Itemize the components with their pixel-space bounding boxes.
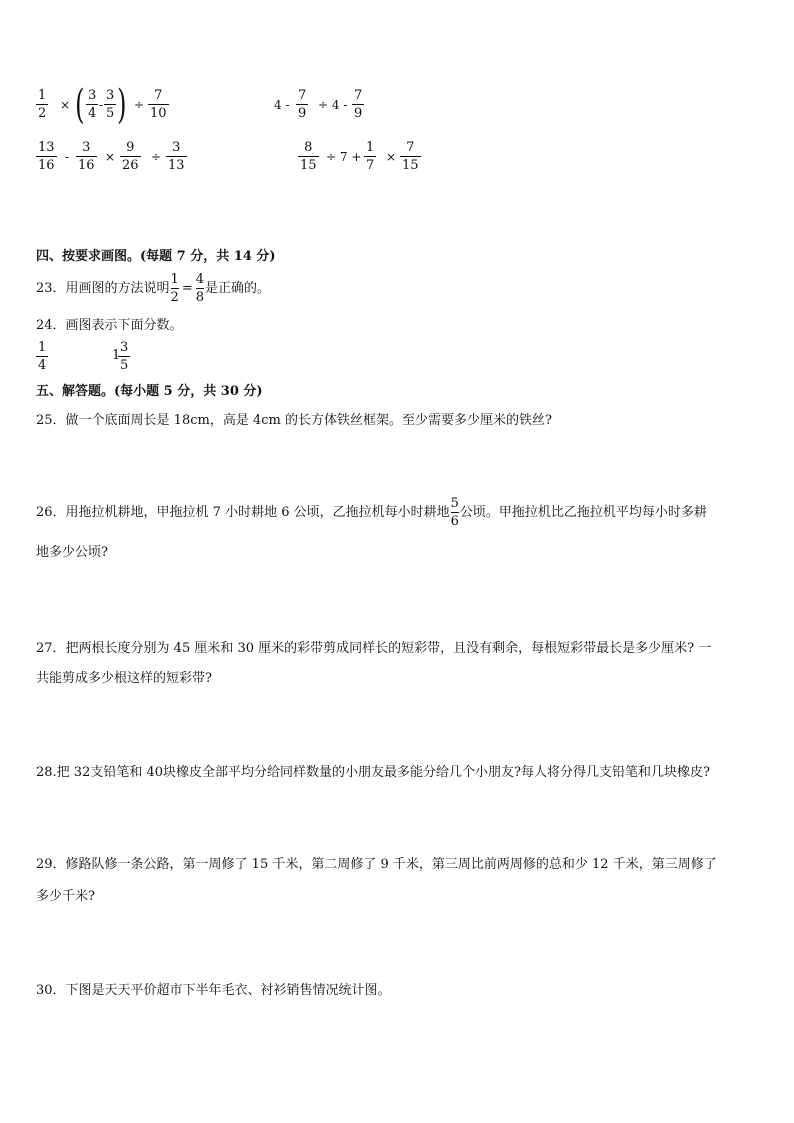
expr3-op-minus: -: [65, 150, 70, 164]
question-26: 26．用拖拉机耕地，甲拖拉机 7 小时耕地 6 公顷，乙拖拉机每小时耕地 $\frac{5}{6}$ 公顷。甲拖拉机比乙拖拉机平均每小时多耕: [36, 496, 707, 529]
expr4-mid: ÷ 7 +: [326, 150, 362, 164]
q24-frac-quarter: 1 4: [38, 340, 47, 373]
expr1-frac-d: 7 10: [150, 88, 167, 121]
q23-frac-2: $\frac{4}{8}$: [195, 272, 205, 305]
question-28: 28.把 32支铅笔和 40块橡皮全部平均分给同样数量的小朋友最多能分给几个小朋友?每人将分得几支铅笔和几块橡皮?: [36, 765, 710, 780]
q24-mixed-frac: 3 5: [120, 340, 129, 373]
expr1-frac-b: 3 4: [88, 88, 97, 121]
q23-frac-1: $\frac{1}{2}$: [170, 272, 179, 305]
expr1-frac-c: 3 5: [106, 88, 115, 121]
question-29-line2: 多少千米?: [36, 889, 95, 904]
expr4-frac-c: 7 15: [402, 140, 419, 173]
expr3-frac-d: 3 13: [168, 140, 185, 173]
expr3-frac-a: 13 16: [38, 140, 55, 173]
q26-frac: $\frac{5}{6}$: [450, 496, 459, 529]
expr1-paren-open: (: [75, 82, 85, 128]
section4-heading: 四、按要求画图。(每题 7 分，共 14 分): [36, 249, 276, 264]
section5-heading: 五、解答题。(每小题 5 分，共 30 分): [36, 384, 263, 399]
q24-mixed-whole: 1: [112, 348, 121, 363]
expr4-frac-a: 8 15: [300, 140, 317, 173]
expr1-op-divide: ÷: [134, 98, 145, 112]
expr2-frac-b: 7 9: [354, 88, 363, 121]
question-25: 25．做一个底面周长是 18cm，高是 4cm 的长方体铁丝框架。至少需要多少厘米的铁丝?: [36, 413, 552, 428]
expr1-op-multiply: ×: [60, 98, 71, 112]
expr3-frac-c: 9 26: [122, 140, 139, 173]
expr3-op-divide: ÷: [151, 150, 162, 164]
question-24: 24．画图表示下面分数。: [36, 318, 183, 333]
expr4-op-multiply: ×: [386, 150, 397, 164]
expr1-frac-a: 1 2: [38, 88, 47, 121]
expr1-paren-close: ): [117, 82, 127, 128]
question-29-line1: 29．修路队修一条公路，第一周修了 15 千米，第二周修了 9 千米，第三周比前两周修的总和少 12 千米，第三周修了: [36, 857, 717, 872]
expr2-mid: ÷ 4 -: [318, 98, 348, 112]
question-26-line2: 地多少公顷?: [36, 545, 108, 560]
expr4-frac-b: 1 7: [366, 140, 375, 173]
expr3-frac-b: 3 16: [78, 140, 95, 173]
expr1-op-minus: -: [99, 98, 104, 112]
question-23: 23．用画图的方法说明 $\frac{1}{2}$ = $\frac{4}{8}$ 是正确的。: [36, 272, 271, 305]
expr2-frac-a: 7 9: [298, 88, 307, 121]
expr3-op-multiply: ×: [105, 150, 116, 164]
expr2-lead: 4 -: [274, 98, 290, 112]
question-27-line2: 共能剪成多少根这样的短彩带?: [36, 671, 212, 686]
question-30: 30．下图是天天平价超市下半年毛衣、衬衫销售情况统计图。: [36, 983, 391, 998]
question-27-line1: 27．把两根长度分别为 45 厘米和 30 厘米的彩带剪成同样长的短彩带，且没有剩余，每根短彩带最长是多少厘米? 一: [36, 641, 712, 656]
